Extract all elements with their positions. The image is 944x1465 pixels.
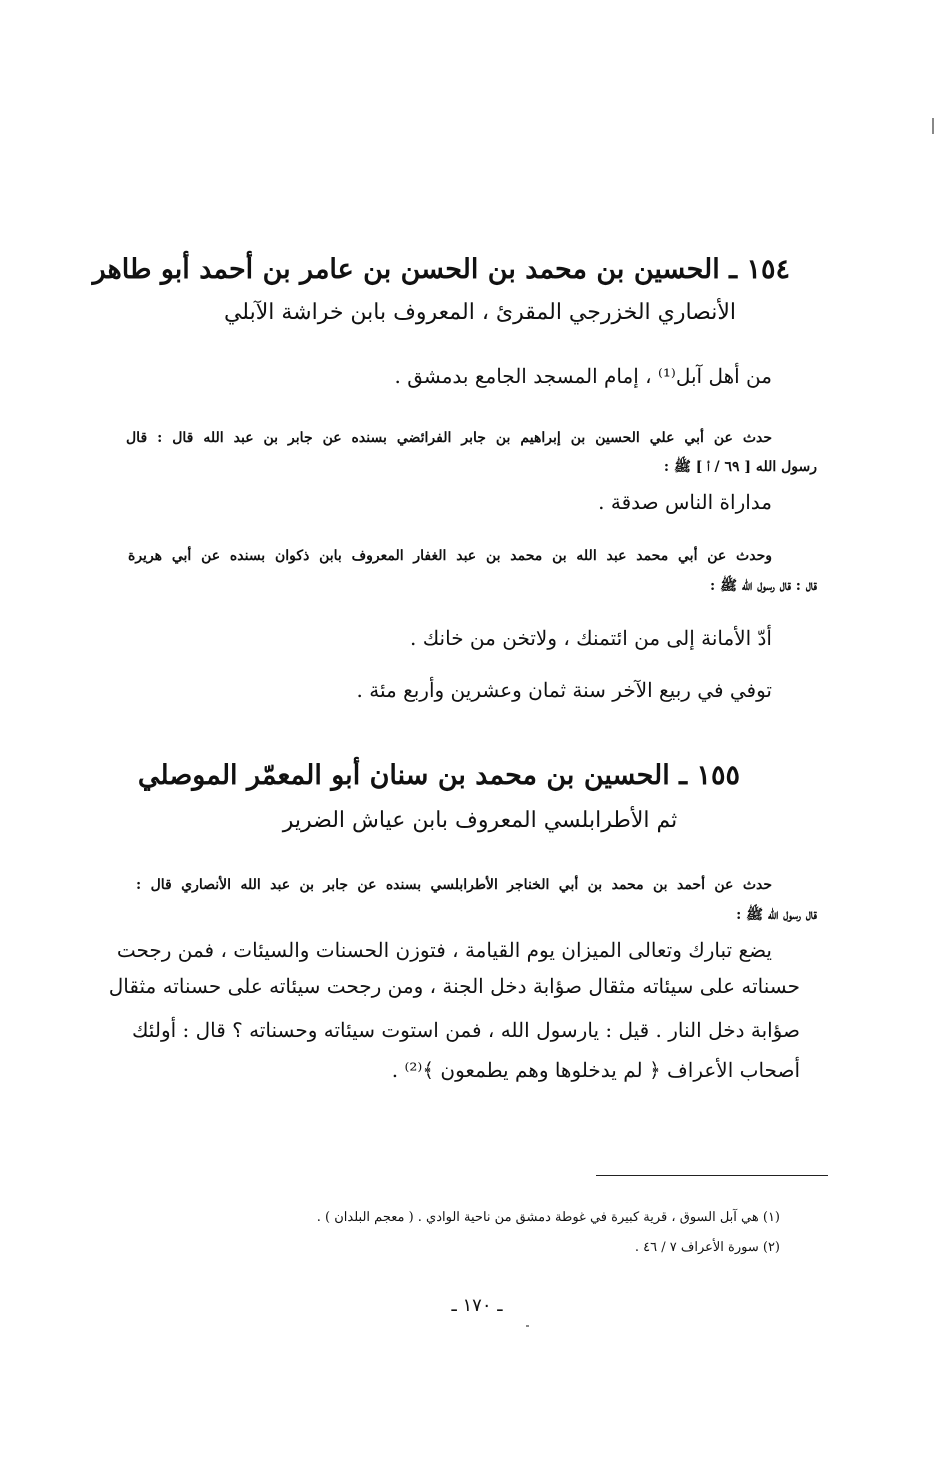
entry-155-hadith-line-1: يضع تبارك وتعالى الميزان يوم القيامة ، فتوزن الحسنات والسيئات ، فمن رجحت — [116, 938, 772, 962]
scan-artifact — [932, 118, 934, 134]
entry-155-isnad-line-1: حدث عن أحمد بن محمد بن أبي الخناجر الأطرابلسي بسنده عن جابر بن عبد الله الأنصاري قال : — [136, 877, 772, 893]
footnote-1: (١) هي آبل السوق ، قرية كبيرة في غوطة دمشق من ناحية الوادي . ( معجم البلدان ) . — [316, 1210, 780, 1225]
entry-155-hadith-line-3: صؤابة دخل النار . قيل : يارسول الله ، فمن استوت سيئاته وحسناته ؟ قال : أولئك — [131, 1018, 800, 1042]
entry-155-subtitle: ثم الأطرابلسي المعروف بابن عياش الضرير — [282, 808, 678, 833]
entry-154-isnad-2-line-1: وحدث عن أبي محمد عبد الله بن محمد بن عبد الغفار المعروف بابن ذكوان بسنده عن أبي هريرة — [128, 548, 772, 564]
entry-154-origin: من أهل آبل⁽¹⁾ ، إمام المسجد الجامع بدمشق . — [394, 364, 772, 388]
entry-154-isnad-2-line-2: قال : قال رسول الله ﷺ : — [710, 578, 817, 594]
entry-154-death: توفي في ربيع الآخر سنة ثمان وعشرين وأربع مئة . — [356, 678, 772, 702]
footnote-separator — [596, 1175, 828, 1176]
entry-154-isnad-1-line-1: حدث عن أبي علي الحسين بن إبراهيم بن جابر الفرائضي بسنده عن جابر بن عبد الله قال : قال — [126, 430, 772, 446]
footnote-2: (٢) سورة الأعراف ٧ / ٤٦ . — [634, 1240, 780, 1255]
entry-155-isnad-line-2: قال رسول الله ﷺ : — [736, 907, 817, 923]
entry-155-hadith-line-4: أصحاب الأعراف ﴿ لم يدخلوها وهم يطمعون ﴾⁽²⁾ . — [391, 1058, 800, 1082]
entry-155-hadith-line-2: حسناته على سيئاته مثقال صؤابة دخل الجنة ، ومن رجحت سيئاته على حسناته مثقال — [108, 974, 800, 998]
entry-155-title: ١٥٥ ـ الحسين بن محمد بن سنان أبو المعمّر الموصلي — [137, 760, 740, 791]
entry-154-hadith-2: أدّ الأمانة إلى من ائتمنك ، ولاتخن من خانك . — [409, 626, 772, 650]
scan-artifact — [526, 1325, 529, 1327]
entry-154-subtitle: الأنصاري الخزرجي المقرئ ، المعروف بابن خراشة الآبلي — [223, 300, 737, 325]
page-number: ـ ١٧٠ ـ — [451, 1295, 503, 1316]
entry-154-hadith-1: مداراة الناس صدقة . — [598, 490, 772, 514]
entry-154-isnad-1-line-2: رسول الله [ ٦٩ / أ ] ﷺ : — [663, 459, 817, 475]
entry-154-title: ١٥٤ ـ الحسين بن محمد بن الحسن بن عامر بن أحمد أبو طاهر — [92, 254, 790, 285]
